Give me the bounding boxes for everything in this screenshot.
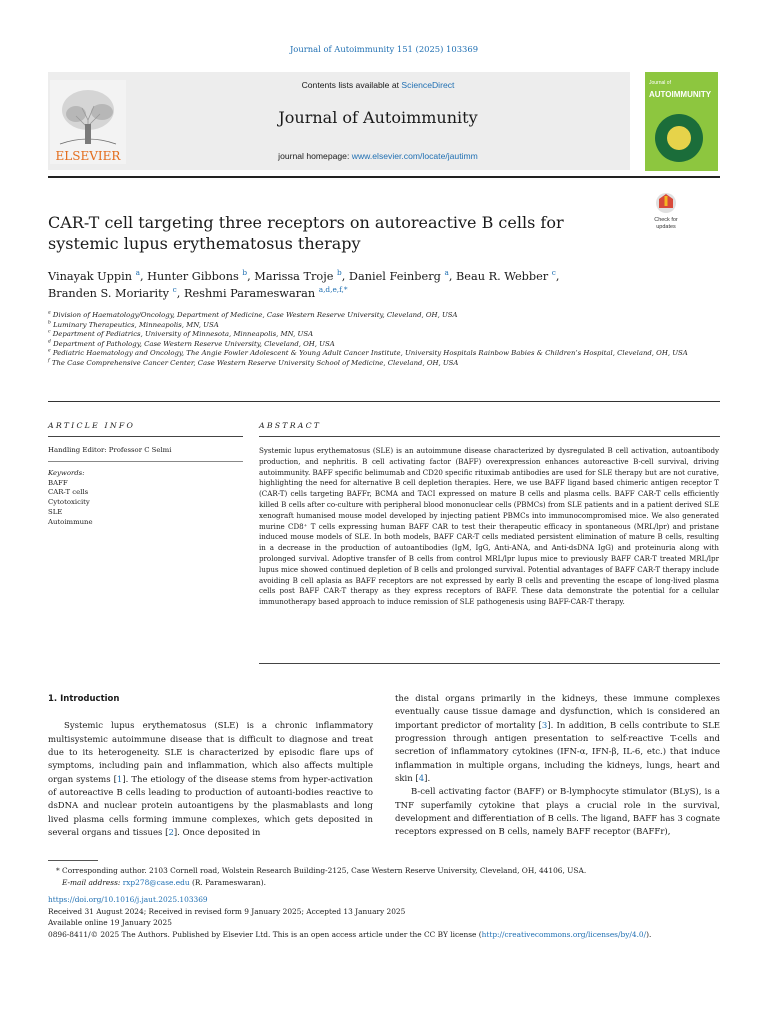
elsevier-logo [50, 80, 126, 164]
badge-line2: updates [656, 224, 676, 230]
author-name[interactable]: Beau R. Webber [456, 270, 549, 283]
affiliation-text: Department of Pediatrics, University of Minnesota, Minneapolis, MN, USA [52, 330, 314, 339]
cover-title: AUTOIMMUNITY [649, 90, 712, 99]
author-affiliation-mark[interactable]: c [172, 285, 177, 295]
journal-homepage-line [200, 151, 556, 161]
keyword-item: SLE [48, 507, 63, 516]
doi-link[interactable]: https://doi.org/10.1016/j.jaut.2025.103369 [48, 895, 208, 905]
intro-paragraph-2: B-cell activating factor (BAFF) or B-lymphocyte stimulator (BLyS), is a TNF superfamily cytokine that plays a crucial role in the survival, development and differentiation of B cells. The ligand, BAFF has 3 cognate receptors expressed on B cells, namely BAFF receptor (BAFFr), [395, 787, 720, 838]
keyword-list [48, 479, 93, 528]
license-text: 0896-8411/© 2025 The Authors. Published by Elsevier Ltd. This is an open access article under the CC BY license ( [48, 929, 482, 939]
author-affiliation-mark[interactable]: a [135, 268, 140, 278]
author-name[interactable]: Hunter Gibbons [147, 270, 239, 283]
affiliation-mark: d [48, 339, 51, 345]
keyword-item: Cytotoxicity [48, 498, 90, 507]
affiliation-text: Department of Pathology, Case Western Reserve University, Cleveland, OH, USA [53, 339, 335, 348]
author-name[interactable]: Branden S. Moriarity [48, 287, 170, 300]
affiliation-mark: b [48, 320, 51, 326]
abstract-text: Systemic lupus erythematosus (SLE) is an autoimmune disease characterized by dysregulated B cell activation, autoantibody production, and nephritis. B cell activating factor (BAFF) overexpression enhances autoreactive B-cell survival, driving autoimmunity. BAFF specific belimumab and CD20 specific rituximab antibodies are used for SLE therapy but are not curative, highlighting the need for alternative B cell depletion therapies. Here, we use BAFF ligand based chimeric antigen receptor T (CAR-T) cells targeting BAFFr, BCMA and TACI expressed on mature B cells and plasma cells. BAFF CAR-T cells efficiently killed B cells after co-culture with peripheral blood mononuclear cells (PBMCs) from SLE patients and in a patient derived SLE xenograft humanised mouse model developed by injecting patient PBMCs into immunocompromised mice. We also generated murine CD8⁺ T cells expressing human BAFF CAR to test their therapeutic efficacy in spontaneous (MRL/lpr) and pristane induced mouse models of SLE. In both models, BAFF CAR-T cells mediated persistent elimination of mature B cells, resulting in a decrease in the production of autoantibodies (IgM, IgG, Anti-ANA, and Anti-dsDNA IgG) and proteinuria along with prolonged survival. Adoptive transfer of B cells from control MRL/lpr lupus mice to previously BAFF CAR-T treated MRL/lpr lupus mice showed continued depletion of B cells and prolonged survival. Potential advantages of BAFF CAR-T therapy include avoiding B cell aplasia as BAFF receptors are not expressed by early B cells and preventing the escape of long-lived plasma cells post BAFF CAR-T therapy as they express receptors of BAFF. These data demonstrate the potential for a cellular immunotherapy based approach to induce remission of SLE pathogenesis using BAFF-CAR-T therapy. [259, 446, 719, 607]
journal-cover-image[interactable] [645, 72, 718, 171]
body-column-right [395, 693, 720, 840]
handling-editor: Handling Editor: Professor C Selmi [48, 446, 172, 454]
article-title: CAR-T cell targeting three receptors on autoreactive B cells for systemic lupus erythematosus therapy [48, 213, 564, 253]
check-for-updates-icon [645, 190, 687, 232]
intro-paragraph-1 [48, 720, 373, 840]
email-suffix: (R. Parameswaran). [191, 877, 266, 887]
affiliation-item [48, 349, 720, 359]
corresponding-author-note: * Corresponding author. 2103 Cornell road, Wolstein Research Building-2125, Case Western Reserve University, Cleveland, OH, 44106, USA. [56, 866, 587, 875]
abstract-bottom-rule [259, 663, 720, 664]
affiliation-list [48, 311, 720, 369]
keywords-block [48, 469, 93, 527]
contents-line [228, 80, 528, 90]
footnote-rule [48, 860, 98, 861]
author-affiliation-mark[interactable]: a [444, 268, 449, 278]
affiliation-item [48, 330, 720, 340]
keyword-item: Autoimmune [48, 517, 93, 526]
intro-text: ]. In addition, B cells contribute to SLE progression through antigen presentation to self-reactive T-cells and secretion of inflammatory cytokines (IFN-α, IFN-β, IL-6, etc.) that induce inflammation in multiple organs, including the kidneys, lungs, heart and skin [ [395, 720, 720, 785]
author-separator: , [448, 270, 456, 283]
affiliation-item [48, 311, 720, 321]
reference-link[interactable]: 4 [418, 774, 425, 785]
affiliation-divider [48, 401, 720, 402]
homepage-prefix: journal homepage: [278, 151, 352, 161]
elsevier-tree-icon [50, 80, 126, 164]
affiliation-mark: f [48, 358, 50, 364]
corresponding-author-text: Corresponding author. 2103 Cornell road, Wolstein Research Building-2125, Case Western Reserve University, Cleveland, OH, 44106, USA. [62, 866, 587, 875]
license-link[interactable]: http://creativecommons.org/licenses/by/4.0/ [481, 929, 647, 939]
section-heading-introduction: 1. Introduction [48, 694, 120, 704]
author-list [48, 268, 720, 302]
email-link[interactable]: rxp278@case.edu [122, 877, 190, 887]
affiliation-text: Pediatric Haematology and Oncology, The Angie Fowler Adolescent & Young Adult Cancer Institute, University Hospitals Rainbow Babies & Children’s Hospital, Cleveland, OH, USA [52, 349, 688, 358]
sciencedirect-link[interactable]: ScienceDirect [401, 80, 455, 90]
journal-name: Journal of Autoimmunity [278, 108, 478, 127]
received-dates: Received 31 August 2024; Received in revised form 9 January 2025; Accepted 13 January 2025 [48, 906, 406, 916]
cover-art-inner [667, 126, 691, 150]
email-line [48, 877, 720, 889]
license-suffix: ). [646, 929, 652, 939]
author-affiliation-mark[interactable]: c [551, 268, 556, 278]
license-line [48, 929, 720, 941]
affiliation-item [48, 340, 720, 350]
article-info-heading: ARTICLE INFO [48, 421, 136, 430]
author-affiliation-mark[interactable]: b [242, 268, 248, 278]
author-name[interactable]: Daniel Feinberg [348, 270, 441, 283]
abstract-rule [259, 436, 720, 437]
affiliation-item [48, 359, 720, 369]
intro-paragraph-1-cont [395, 693, 720, 786]
affiliation-text: Division of Haematology/Oncology, Department of Medicine, Case Western Reserve University, Cleveland, OH, USA [52, 311, 458, 319]
intro-text: the distal organs primarily in the kidneys, these immune complexes eventually cause tissue damage and dysfunction, which is considered an important predictor of mortality [ [395, 694, 720, 731]
affiliation-item [48, 321, 720, 331]
author-name[interactable]: Vinayak Uppin [48, 270, 133, 283]
author-name[interactable]: Reshmi Parameswaran [183, 287, 316, 300]
affiliation-text: The Case Comprehensive Cancer Center, Case Western Reserve University School of Medicine, Cleveland, OH, USA [51, 358, 459, 367]
body-column-left [48, 693, 373, 840]
author-affiliation-mark[interactable]: b [337, 268, 342, 278]
author-separator: , [555, 270, 560, 283]
intro-text: ]. Once deposited in [173, 828, 261, 839]
abstract-heading: ABSTRACT [259, 421, 322, 430]
reference-link[interactable]: 2 [168, 828, 174, 839]
keywords-label: Keywords: [48, 469, 85, 477]
affiliation-mark: c [48, 329, 51, 335]
author-separator: , [341, 270, 349, 283]
author-separator: , [139, 270, 148, 283]
author-separator: , [247, 270, 255, 283]
keyword-item: CAR-T cells [48, 488, 89, 497]
publisher-wordmark: ELSEVIER [55, 149, 121, 163]
footnotes [48, 865, 720, 941]
check-for-updates-badge[interactable] [645, 190, 687, 232]
author-affiliation-mark[interactable]: a,d,e,f,* [318, 285, 348, 295]
keywords-rule [48, 461, 243, 462]
header-divider [48, 176, 720, 178]
cover-title-small: Journal of [649, 80, 671, 86]
affiliation-mark: e [48, 349, 51, 355]
intro-text: ]. The etiology of the disease stems from hyper-activation of autoreactive B cells leading to production of autoanti-bodies reactive to dsDNA and nuclear protein autoantigens by the plasmablasts and long lived plasma cells forming immune complexes, which gets deposited in several organs and tissues [ [48, 774, 373, 839]
affiliation-text: Luminary Therapeutics, Minneapolis, MN, USA [53, 320, 219, 329]
affiliation-mark: a [48, 310, 51, 316]
contents-prefix: Contents lists available at [301, 80, 402, 90]
author-separator: , [176, 287, 184, 300]
reference-link[interactable]: 3 [541, 720, 548, 731]
reference-link[interactable]: 1 [116, 774, 123, 785]
journal-citation[interactable]: Journal of Autoimmunity 151 (2025) 103369 [289, 44, 479, 54]
intro-text: ]. [424, 774, 431, 785]
badge-line1: Check for [654, 217, 678, 223]
author-name[interactable]: Marissa Troje [254, 270, 334, 283]
intro-text: Systemic lupus erythematosus (SLE) is a chronic inflammatory multisystemic autoimmune disease that is difficult to diagnose and treat due to its heterogeneity. SLE is characterized by episodic flare ups of symptoms, including pain and inflammation, which also affects multiple organ systems [ [48, 721, 373, 785]
available-online: Available online 19 January 2025 [48, 918, 172, 928]
article-info-rule [48, 436, 243, 437]
email-label: E-mail address: [62, 877, 121, 887]
keyword-item: BAFF [48, 478, 68, 487]
homepage-link[interactable]: www.elsevier.com/locate/jautimm [351, 151, 478, 161]
